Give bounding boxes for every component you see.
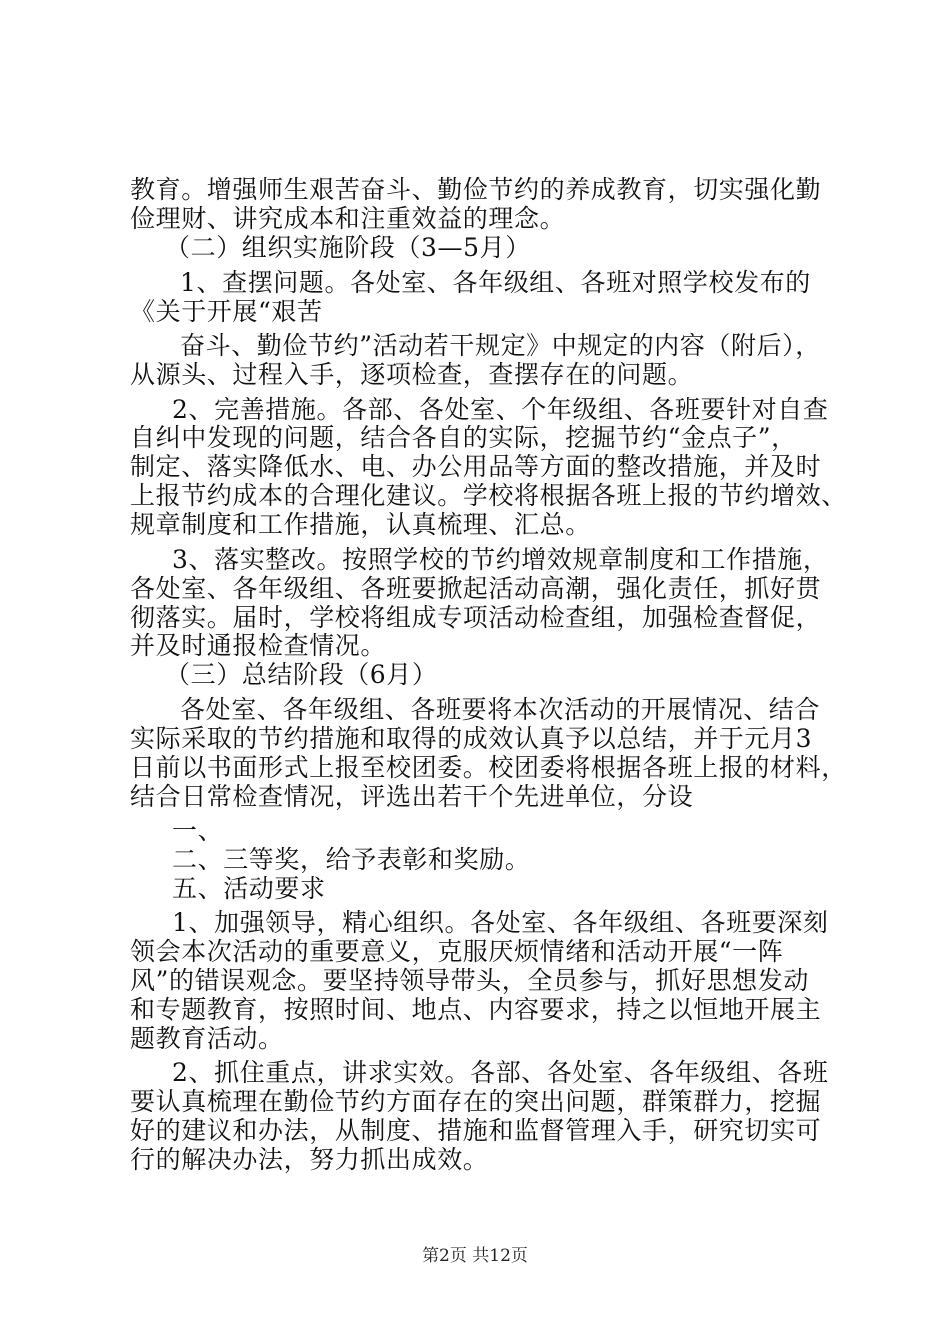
text-line: 3、落实整改。按照学校的节约增效规章制度和工作措施， xyxy=(172,545,829,574)
text-line: 各处室、各年级组、各班要掀起活动高潮，强化责任，抓好贯 xyxy=(130,574,822,603)
text-line: 好的建议和办法，从制度、措施和监督管理入手，研究切实可 xyxy=(130,1116,822,1145)
text-line: 并及时通报检查情况。 xyxy=(130,631,387,660)
section-heading: （三）总结阶段（6月） xyxy=(165,660,438,689)
text-line: 一、 xyxy=(172,816,224,845)
text-line: 上报节约成本的合理化建议。学校将根据各班上报的节约增效、 xyxy=(130,481,847,510)
text-line: 《关于开展“艰苦 xyxy=(130,297,323,326)
text-line: 二、三等奖，给予表彰和奖励。 xyxy=(172,845,531,874)
text-line: 奋斗、勤俭节约”活动若干规定》中规定的内容（附后）， xyxy=(180,331,821,360)
text-line: 结合日常检查情况，评选出若干个先进单位，分设 xyxy=(130,782,694,811)
text-line: 规章制度和工作措施，认真梳理、汇总。 xyxy=(130,510,591,539)
text-line: 行的解决办法，努力抓出成效。 xyxy=(130,1145,489,1174)
text-line: 日前以书面形式上报至校团委。校团委将根据各班上报的材料， xyxy=(130,753,847,782)
page-number-footer: 第2页 共12页 xyxy=(422,1246,528,1266)
text-line: 俭理财、讲究成本和注重效益的理念。 xyxy=(130,204,566,233)
text-line: 1、加强领导，精心组织。各处室、各年级组、各班要深刻 xyxy=(172,908,829,937)
text-line: 2、完善措施。各部、各处室、个年级组、各班要针对自查 xyxy=(172,395,829,424)
section-heading: 五、活动要求 xyxy=(172,874,326,903)
text-line: 领会本次活动的重要意义，克服厌烦情绪和活动开展“一阵 xyxy=(130,937,784,966)
text-line: 自纠中发现的问题，结合各自的实际，挖掘节约“金点子”， xyxy=(130,423,797,452)
text-line: 1、查摆问题。各处室、各年级组、各班对照学校发布的 xyxy=(180,268,811,297)
text-line: 实际采取的节约措施和取得的成效认真予以总结，并于元月3 xyxy=(130,724,813,753)
text-line: 2、抓住重点，讲求实效。各部、各处室、各年级组、各班 xyxy=(172,1058,829,1087)
text-line: 教育。增强师生艰苦奋斗、勤俭节约的养成教育，切实强化勤 xyxy=(130,175,822,204)
section-heading: （二）组织实施阶段（3—5月） xyxy=(165,233,531,262)
text-line: 彻落实。届时，学校将组成专项活动检查组，加强检查督促， xyxy=(130,603,822,632)
text-line: 和专题教育，按照时间、地点、内容要求，持之以恒地开展主 xyxy=(130,995,822,1024)
text-line: 要认真梳理在勤俭节约方面存在的突出问题，群策群力，挖掘 xyxy=(130,1087,822,1116)
text-line: 各处室、各年级组、各班要将本次活动的开展情况、结合 xyxy=(180,695,821,724)
text-line: 风”的错误观念。要坚持领导带头，全员参与，抓好思想发动 xyxy=(130,966,809,995)
text-line: 从源头、过程入手，逐项检查，查摆存在的问题。 xyxy=(130,360,694,389)
text-line: 制定、落实降低水、电、办公用品等方面的整改措施，并及时 xyxy=(130,452,822,481)
text-line: 题教育活动。 xyxy=(130,1024,284,1053)
